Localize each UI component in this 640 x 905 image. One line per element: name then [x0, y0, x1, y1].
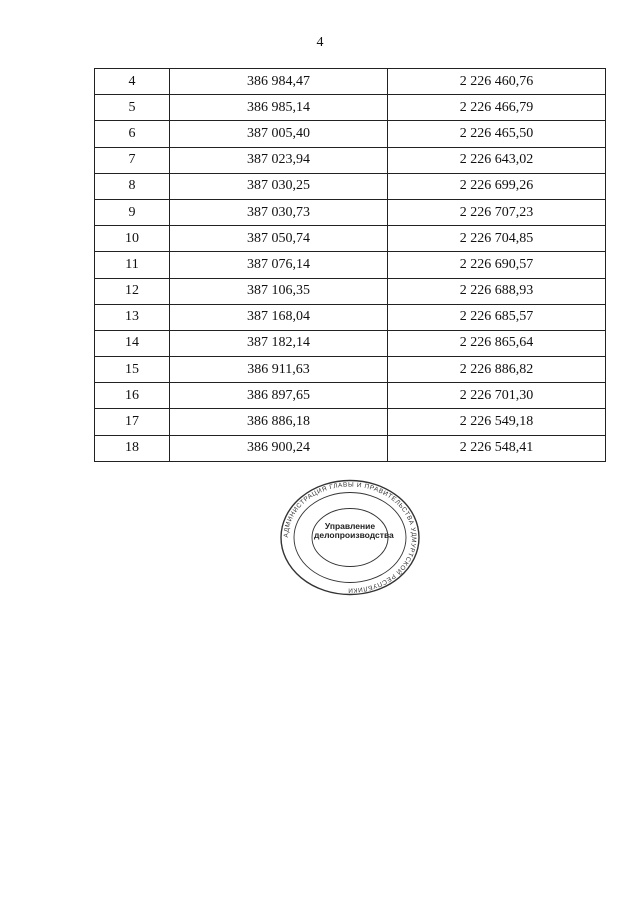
table-row — [95, 435, 606, 461]
y-coordinate-cell: 2 226 549,18 — [388, 409, 606, 435]
coordinates-table — [94, 68, 606, 462]
point-number-cell: 16 — [95, 383, 170, 409]
point-number-cell: 5 — [95, 95, 170, 121]
x-coordinate-cell: 387 182,14 — [170, 330, 388, 356]
point-number-cell: 12 — [95, 278, 170, 304]
x-coordinate-cell: 387 005,40 — [170, 121, 388, 147]
y-coordinate-cell: 2 226 643,02 — [388, 147, 606, 173]
x-coordinate-cell: 386 984,47 — [170, 69, 388, 95]
y-coordinate-cell: 2 226 699,26 — [388, 173, 606, 199]
table-row — [95, 357, 606, 383]
stamp-center-line1: Управление — [324, 521, 376, 531]
table-row — [95, 409, 606, 435]
point-number-cell: 18 — [95, 435, 170, 461]
x-coordinate-cell: 387 050,74 — [170, 226, 388, 252]
x-coordinate-cell: 387 023,94 — [170, 147, 388, 173]
table-row — [95, 330, 606, 356]
table-row — [95, 95, 606, 121]
stamp-ring-text: АДМИНИСТРАЦИЯ ГЛАВЫ И ПРАВИТЕЛЬСТВА УДМУРТСКОЙ РЕСПУБЛИКИ — [282, 481, 418, 594]
official-stamp — [279, 478, 421, 597]
point-number-cell: 14 — [95, 330, 170, 356]
x-coordinate-cell: 386 985,14 — [170, 95, 388, 121]
stamp-center-text — [314, 521, 394, 541]
y-coordinate-cell: 2 226 865,64 — [388, 330, 606, 356]
point-number-cell: 13 — [95, 304, 170, 330]
x-coordinate-cell: 386 900,24 — [170, 435, 388, 461]
y-coordinate-cell: 2 226 701,30 — [388, 383, 606, 409]
point-number-cell: 15 — [95, 357, 170, 383]
point-number-cell: 17 — [95, 409, 170, 435]
point-number-cell: 8 — [95, 173, 170, 199]
stamp-center-line2: делопроизводства — [314, 530, 394, 541]
y-coordinate-cell: 2 226 688,93 — [388, 278, 606, 304]
y-coordinate-cell: 2 226 460,76 — [388, 69, 606, 95]
point-number-cell: 4 — [95, 69, 170, 95]
x-coordinate-cell: 386 897,65 — [170, 383, 388, 409]
x-coordinate-cell: 387 076,14 — [170, 252, 388, 278]
y-coordinate-cell: 2 226 690,57 — [388, 252, 606, 278]
x-coordinate-cell: 387 030,73 — [170, 199, 388, 225]
table-row — [95, 69, 606, 95]
table-row — [95, 147, 606, 173]
x-coordinate-cell: 387 030,25 — [170, 173, 388, 199]
x-coordinate-cell: 386 886,18 — [170, 409, 388, 435]
point-number-cell: 11 — [95, 252, 170, 278]
table-row — [95, 304, 606, 330]
x-coordinate-cell: 387 106,35 — [170, 278, 388, 304]
y-coordinate-cell: 2 226 466,79 — [388, 95, 606, 121]
table-row — [95, 278, 606, 304]
page-number: 4 — [316, 35, 324, 50]
table-row — [95, 199, 606, 225]
x-coordinate-cell: 386 911,63 — [170, 357, 388, 383]
table-row — [95, 173, 606, 199]
table-row — [95, 383, 606, 409]
point-number-cell: 7 — [95, 147, 170, 173]
y-coordinate-cell: 2 226 548,41 — [388, 435, 606, 461]
y-coordinate-cell: 2 226 704,85 — [388, 226, 606, 252]
y-coordinate-cell: 2 226 685,57 — [388, 304, 606, 330]
y-coordinate-cell: 2 226 707,23 — [388, 199, 606, 225]
y-coordinate-cell: 2 226 886,82 — [388, 357, 606, 383]
table-body — [95, 69, 606, 462]
point-number-cell: 6 — [95, 121, 170, 147]
y-coordinate-cell: 2 226 465,50 — [388, 121, 606, 147]
x-coordinate-cell: 387 168,04 — [170, 304, 388, 330]
table-row — [95, 252, 606, 278]
table-row — [95, 121, 606, 147]
point-number-cell: 10 — [95, 226, 170, 252]
point-number-cell: 9 — [95, 199, 170, 225]
table-row — [95, 226, 606, 252]
